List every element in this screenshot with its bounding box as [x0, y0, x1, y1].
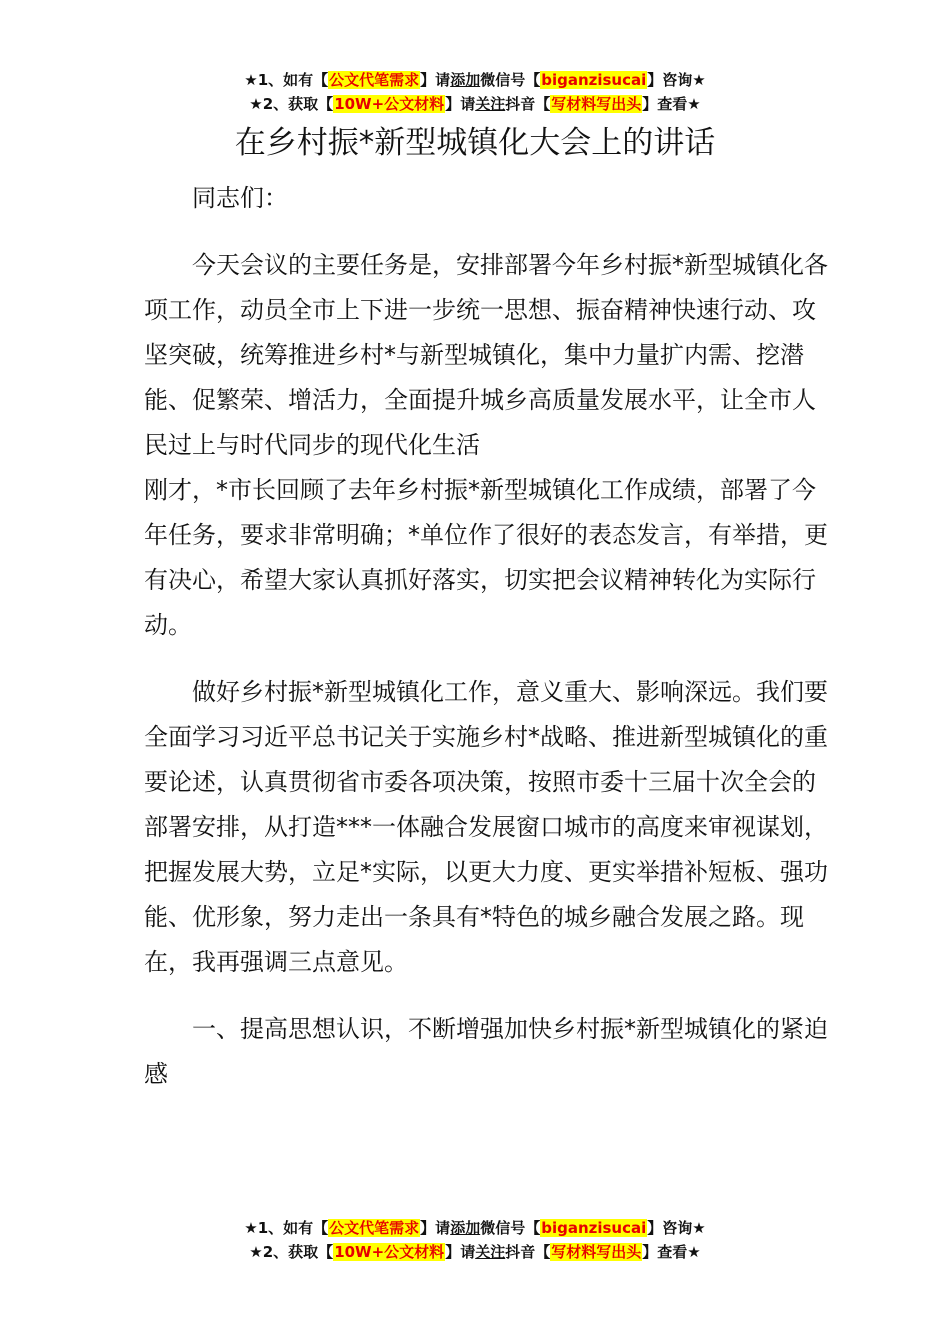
document-title: 在乡村振*新型城镇化大会上的讲话	[234, 125, 716, 161]
top-banner	[0, 68, 950, 116]
banner-text: 】查看★	[642, 1243, 701, 1261]
highlight-wechat-id: biganzisucai	[541, 71, 647, 89]
bottom-banner	[0, 1216, 950, 1264]
banner-text: 】请	[445, 95, 476, 113]
banner-text: 抖音【	[505, 1243, 551, 1261]
banner-text: 抖音【	[505, 95, 551, 113]
banner-text: 微信号【	[480, 1219, 541, 1237]
banner-text: 】咨询★	[647, 1219, 706, 1237]
salutation: 同志们：	[192, 184, 288, 212]
banner-text: ★2、获取【	[249, 95, 334, 113]
banner-text: 】请	[420, 71, 451, 89]
banner-text: 】请	[445, 1243, 476, 1261]
banner-line-2	[0, 1240, 950, 1264]
banner-underlined-text: 添加	[450, 1219, 481, 1237]
banner-line-1	[0, 1216, 950, 1240]
banner-underlined-text: 添加	[450, 71, 481, 89]
document-body	[144, 176, 834, 1097]
banner-text: 】咨询★	[647, 71, 706, 89]
banner-text: ★1、如有【	[244, 71, 329, 89]
banner-underlined-text: 关注	[475, 95, 506, 113]
highlight-douyin-account: 写材料写出头	[551, 95, 642, 113]
banner-text: 】查看★	[642, 95, 701, 113]
banner-text: ★1、如有【	[244, 1219, 329, 1237]
banner-line-1	[0, 68, 950, 92]
highlight-douyin-account: 写材料写出头	[551, 1243, 642, 1261]
paragraph-2: 刚才，*市长回顾了去年乡村振*新型城镇化工作成绩，部署了今年任务，要求非常明确；*单位作了很好的表态发言，有举措，更有决心，希望大家认真抓好落实，切实把会议精神转化为实际行动。	[144, 476, 828, 639]
banner-text: 】请	[420, 1219, 451, 1237]
highlight-writing-service: 公文代笔需求	[329, 71, 420, 89]
highlight-materials: 10W+公文材料	[334, 1243, 445, 1261]
highlight-wechat-id: biganzisucai	[541, 1219, 647, 1237]
banner-text: ★2、获取【	[249, 1243, 334, 1261]
section-heading-1: 一、提高思想认识，不断增强加快乡村振*新型城镇化的紧迫感	[144, 1015, 828, 1088]
highlight-materials: 10W+公文材料	[334, 95, 445, 113]
banner-text: 微信号【	[480, 71, 541, 89]
paragraph-1: 今天会议的主要任务是，安排部署今年乡村振*新型城镇化各项工作，动员全市上下进一步统一思想、振奋精神快速行动、攻坚突破，统筹推进乡村*与新型城镇化，集中力量扩内需、挖潜能、促繁荣、增活力，全面提升城乡高质量发展水平，让全市人民过上与时代同步的现代化生活	[144, 251, 828, 459]
banner-underlined-text: 关注	[475, 1243, 506, 1261]
banner-line-2	[0, 92, 950, 116]
paragraph-3: 做好乡村振*新型城镇化工作，意义重大、影响深远。我们要全面学习习近平总书记关于实施乡村*战略、推进新型城镇化的重要论述，认真贯彻省市委各项决策，按照市委十三届十次全会的部署安排，从打造***一体融合发展窗口城市的高度来审视谋划，把握发展大势，立足*实际，以更大力度、更实举措补短板、强功能、优形象，努力走出一条具有*特色的城乡融合发展之路。现在，我再强调三点意见。	[144, 678, 828, 976]
highlight-writing-service: 公文代笔需求	[329, 1219, 420, 1237]
